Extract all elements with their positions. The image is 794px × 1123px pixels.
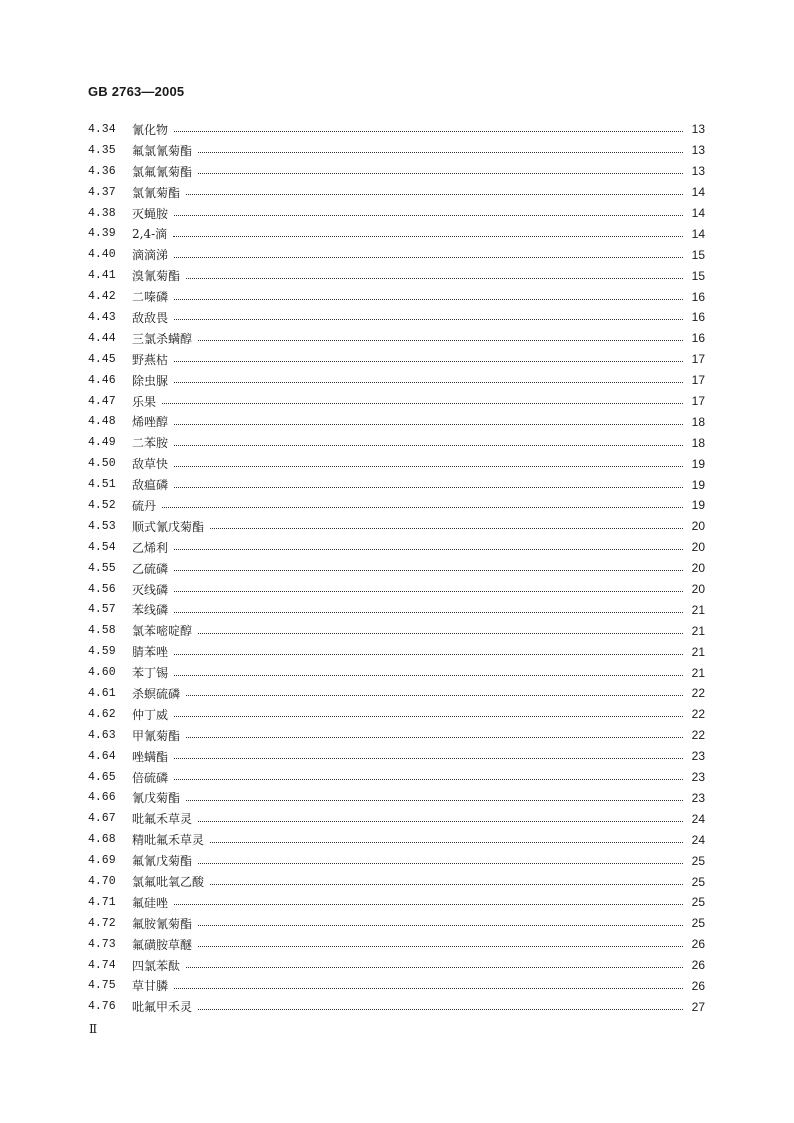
toc-entry-page: 26 — [691, 958, 705, 973]
toc-entry-title: 苯线磷 — [132, 603, 169, 618]
toc-entry-page: 20 — [691, 519, 705, 534]
dot-leader — [174, 360, 683, 362]
toc-entry-page: 25 — [691, 874, 705, 889]
toc-entry-page: 23 — [691, 790, 705, 805]
toc-entry-number: 4.44 — [88, 331, 116, 345]
toc-entry-number: 4.53 — [88, 519, 116, 533]
toc-entry-number: 4.73 — [88, 937, 116, 951]
toc-entry-title: 腈苯唑 — [132, 645, 169, 660]
toc-entry — [88, 558, 705, 579]
toc-entry — [88, 620, 705, 641]
toc-entry-number: 4.66 — [88, 791, 116, 805]
toc-entry-page: 24 — [691, 832, 705, 847]
toc-entry-page: 16 — [691, 289, 705, 304]
dot-leader — [186, 694, 683, 696]
toc-entry-page: 19 — [691, 477, 705, 492]
toc-entry-number: 4.38 — [88, 206, 116, 220]
dot-leader — [186, 736, 683, 738]
toc-entry-title: 唑螨酯 — [132, 749, 169, 764]
toc-entry-page: 13 — [691, 122, 705, 137]
toc-entry — [88, 286, 705, 307]
dot-leader — [174, 486, 683, 488]
dot-leader — [174, 256, 683, 258]
toc-entry-number: 4.39 — [88, 227, 116, 241]
dot-leader — [174, 903, 683, 905]
toc-entry-page: 16 — [691, 310, 705, 325]
toc-entry — [88, 662, 705, 683]
toc-entry-page: 23 — [691, 770, 705, 785]
toc-entry-number: 4.54 — [88, 540, 116, 554]
toc-entry-title: 草甘膦 — [132, 979, 169, 994]
toc-entry — [88, 182, 705, 203]
dot-leader — [198, 1008, 683, 1010]
toc-entry-title: 敌瘟磷 — [132, 478, 169, 493]
toc-entry-title: 硫丹 — [132, 498, 157, 513]
toc-entry — [88, 244, 705, 265]
toc-entry-number: 4.69 — [88, 854, 116, 868]
toc-entry-title: 野燕枯 — [132, 352, 169, 367]
dot-leader — [174, 318, 683, 320]
toc-entry-title: 精吡氟禾草灵 — [132, 833, 205, 848]
toc-entry — [88, 537, 705, 558]
toc-entry-number: 4.65 — [88, 770, 116, 784]
toc-entry-title: 氯氰菊酯 — [132, 185, 181, 200]
dot-leader — [174, 214, 683, 216]
toc-entry-title: 氯苯嘧啶醇 — [132, 624, 193, 639]
toc-entry-page: 16 — [691, 331, 705, 346]
toc-entry-page: 19 — [691, 456, 705, 471]
toc-entry-number: 4.52 — [88, 498, 116, 512]
toc-entry-page: 23 — [691, 749, 705, 764]
dot-leader — [210, 841, 683, 843]
toc-entry-number: 4.60 — [88, 666, 116, 680]
dot-leader — [186, 193, 683, 195]
toc-entry-number: 4.74 — [88, 958, 116, 972]
dot-leader — [174, 423, 683, 425]
toc-entry-number: 4.42 — [88, 290, 116, 304]
dot-leader — [174, 381, 683, 383]
toc-entry-title: 吡氟甲禾灵 — [132, 1000, 193, 1015]
toc-entry — [88, 140, 705, 161]
toc-entry-number: 4.37 — [88, 185, 116, 199]
dot-leader — [174, 298, 683, 300]
dot-leader — [198, 339, 683, 341]
toc-entry — [88, 767, 705, 788]
toc-entry-page: 13 — [691, 164, 705, 179]
toc-entry — [88, 976, 705, 997]
toc-entry-number: 4.35 — [88, 143, 116, 157]
toc-entry-title: 氟硅唑 — [132, 895, 169, 910]
toc-entry — [88, 432, 705, 453]
toc-entry — [88, 808, 705, 829]
toc-entry-title: 倍硫磷 — [132, 770, 169, 785]
toc-entry-page: 25 — [691, 853, 705, 868]
toc-entry-title: 氟氯氰菊酯 — [132, 143, 193, 158]
toc-entry-number: 4.34 — [88, 122, 116, 136]
dot-leader — [198, 945, 683, 947]
toc-entry-page: 14 — [691, 226, 705, 241]
toc-entry-number: 4.56 — [88, 582, 116, 596]
dot-leader — [174, 757, 683, 759]
toc-entry-page: 17 — [691, 394, 705, 409]
toc-entry-title: 灭蝇胺 — [132, 206, 169, 221]
toc-entry — [88, 203, 705, 224]
dot-leader — [162, 402, 683, 404]
toc-entry-title: 二嗪磷 — [132, 290, 169, 305]
toc-entry-title: 三氯杀螨醇 — [132, 331, 193, 346]
toc-entry-number: 4.36 — [88, 164, 116, 178]
toc-entry — [88, 495, 705, 516]
toc-entry-title: 乙硫磷 — [132, 561, 169, 576]
toc-entry — [88, 850, 705, 871]
toc-entry-title: 乙烯利 — [132, 540, 169, 555]
toc-entry-title: 仲丁威 — [132, 707, 169, 722]
toc-entry-number: 4.50 — [88, 457, 116, 471]
toc-entry-title: 甲氰菊酯 — [132, 728, 181, 743]
toc-entry-page: 24 — [691, 811, 705, 826]
dot-leader — [210, 883, 683, 885]
toc-entry-number: 4.49 — [88, 436, 116, 450]
dot-leader — [198, 151, 683, 153]
toc-entry-title: 氟磺胺草醚 — [132, 937, 193, 952]
toc-entry-number: 4.46 — [88, 373, 116, 387]
dot-leader — [198, 862, 683, 864]
toc-entry-page: 15 — [691, 247, 705, 262]
dot-leader — [174, 569, 683, 571]
toc-entry-number: 4.61 — [88, 686, 116, 700]
toc-entry-page: 25 — [691, 895, 705, 910]
toc-entry-title: 溴氰菊酯 — [132, 269, 181, 284]
toc-entry-number: 4.62 — [88, 707, 116, 721]
toc-entry — [88, 516, 705, 537]
toc-entry — [88, 328, 705, 349]
toc-entry-number: 4.51 — [88, 478, 116, 492]
toc-entry-title: 2,4-滴 — [132, 227, 168, 242]
dot-leader — [174, 778, 683, 780]
dot-leader — [174, 548, 683, 550]
toc-entry — [88, 913, 705, 934]
toc-entry — [88, 704, 705, 725]
toc-entry-page: 21 — [691, 665, 705, 680]
toc-entry-number: 4.43 — [88, 310, 116, 324]
toc-entry — [88, 892, 705, 913]
dot-leader — [186, 277, 683, 279]
toc-entry-number: 4.59 — [88, 645, 116, 659]
toc-entry-page: 18 — [691, 435, 705, 450]
toc-entry-number: 4.55 — [88, 561, 116, 575]
toc-entry-number: 4.72 — [88, 916, 116, 930]
toc-entry — [88, 223, 705, 244]
toc-entry-number: 4.40 — [88, 248, 116, 262]
toc-entry-page: 22 — [691, 707, 705, 722]
toc-entry — [88, 683, 705, 704]
dot-leader — [174, 590, 683, 592]
dot-leader — [174, 611, 683, 613]
toc-entry-title: 敌草快 — [132, 457, 169, 472]
toc-entry — [88, 453, 705, 474]
toc-entry-title: 二苯胺 — [132, 436, 169, 451]
toc-entry-title: 除虫脲 — [132, 373, 169, 388]
toc-entry — [88, 349, 705, 370]
dot-leader — [198, 632, 683, 634]
toc-entry — [88, 996, 705, 1017]
dot-leader — [174, 674, 683, 676]
toc-entry — [88, 265, 705, 286]
toc-entry-number: 4.63 — [88, 728, 116, 742]
dot-leader — [186, 966, 683, 968]
toc-entry-title: 氟氰戊菊酯 — [132, 854, 193, 869]
toc-entry-title: 吡氟禾草灵 — [132, 812, 193, 827]
dot-leader — [162, 506, 683, 508]
toc-entry — [88, 411, 705, 432]
toc-entry-title: 灭线磷 — [132, 582, 169, 597]
toc-entry-number: 4.71 — [88, 895, 116, 909]
toc-entry-title: 烯唑醇 — [132, 415, 169, 430]
toc-entry-page: 18 — [691, 414, 705, 429]
toc-entry-number: 4.41 — [88, 269, 116, 283]
toc-entry-number: 4.47 — [88, 394, 116, 408]
toc-entry-number: 4.48 — [88, 415, 116, 429]
toc-entry-title: 苯丁锡 — [132, 666, 169, 681]
toc-entry-page: 20 — [691, 561, 705, 576]
toc-entry-title: 氟胺氰菊酯 — [132, 916, 193, 931]
toc-entry-page: 26 — [691, 978, 705, 993]
toc-entry-title: 敌敌畏 — [132, 310, 169, 325]
dot-leader — [198, 820, 683, 822]
toc-entry-number: 4.76 — [88, 1000, 116, 1014]
page-number: Ⅱ — [89, 1022, 98, 1036]
toc-entry-title: 杀螟硫磷 — [132, 686, 181, 701]
toc-entry-page: 20 — [691, 540, 705, 555]
toc-entry — [88, 474, 705, 495]
toc-entry-page: 15 — [691, 268, 705, 283]
toc-entry-page: 17 — [691, 352, 705, 367]
toc-entry-title: 顺式氰戊菊酯 — [132, 519, 205, 534]
toc-entry-page: 21 — [691, 644, 705, 659]
dot-leader — [174, 987, 683, 989]
toc-entry-page: 20 — [691, 582, 705, 597]
toc-entry — [88, 955, 705, 976]
dot-leader — [174, 465, 683, 467]
toc-entry-number: 4.64 — [88, 749, 116, 763]
toc-entry-title: 氰戊菊酯 — [132, 791, 181, 806]
toc-entry — [88, 641, 705, 662]
toc-entry-number: 4.75 — [88, 979, 116, 993]
toc-entry-page: 22 — [691, 728, 705, 743]
toc-entry — [88, 599, 705, 620]
toc-entry-title: 氰化物 — [132, 122, 169, 137]
toc-entry-number: 4.57 — [88, 603, 116, 617]
toc-entry-page: 26 — [691, 937, 705, 952]
toc-entry-title: 氯氟吡氧乙酸 — [132, 875, 205, 889]
toc-entry-page: 13 — [691, 143, 705, 158]
table-of-contents — [88, 119, 705, 1017]
toc-entry — [88, 871, 705, 892]
dot-leader — [173, 235, 683, 237]
dot-leader — [174, 444, 683, 446]
toc-entry-page: 14 — [691, 206, 705, 220]
toc-entry-page: 21 — [691, 623, 705, 638]
toc-entry-title: 乐果 — [132, 394, 157, 409]
toc-entry — [88, 829, 705, 850]
toc-entry-page: 19 — [691, 498, 705, 513]
toc-entry-title: 四氯苯酞 — [132, 958, 181, 973]
toc-entry-page: 25 — [691, 916, 705, 931]
document-id-header: GB 2763—2005 — [88, 84, 185, 99]
toc-entry — [88, 746, 705, 767]
toc-entry — [88, 391, 705, 412]
toc-entry-number: 4.45 — [88, 352, 116, 366]
dot-leader — [174, 653, 683, 655]
toc-entry-page: 14 — [691, 185, 705, 200]
dot-leader — [174, 130, 683, 132]
toc-entry-number: 4.68 — [88, 833, 116, 847]
toc-entry — [88, 934, 705, 955]
toc-entry-page: 27 — [691, 999, 705, 1014]
dot-leader — [210, 527, 683, 529]
dot-leader — [186, 799, 683, 801]
dot-leader — [174, 715, 683, 717]
toc-entry-page: 17 — [691, 373, 705, 388]
toc-entry-page: 22 — [691, 686, 705, 701]
toc-entry — [88, 119, 705, 140]
toc-entry — [88, 370, 705, 391]
toc-entry-title: 氯氟氰菊酯 — [132, 164, 193, 179]
toc-entry-number: 4.67 — [88, 812, 116, 826]
toc-entry — [88, 307, 705, 328]
toc-entry — [88, 725, 705, 746]
toc-entry-number: 4.58 — [88, 624, 116, 638]
toc-entry-number: 4.70 — [88, 875, 116, 888]
toc-entry-title: 滴滴涕 — [132, 248, 169, 263]
dot-leader — [198, 172, 683, 174]
dot-leader — [198, 924, 683, 926]
toc-entry — [88, 579, 705, 600]
toc-entry — [88, 788, 705, 809]
toc-entry — [88, 161, 705, 182]
toc-entry-page: 21 — [691, 602, 705, 617]
